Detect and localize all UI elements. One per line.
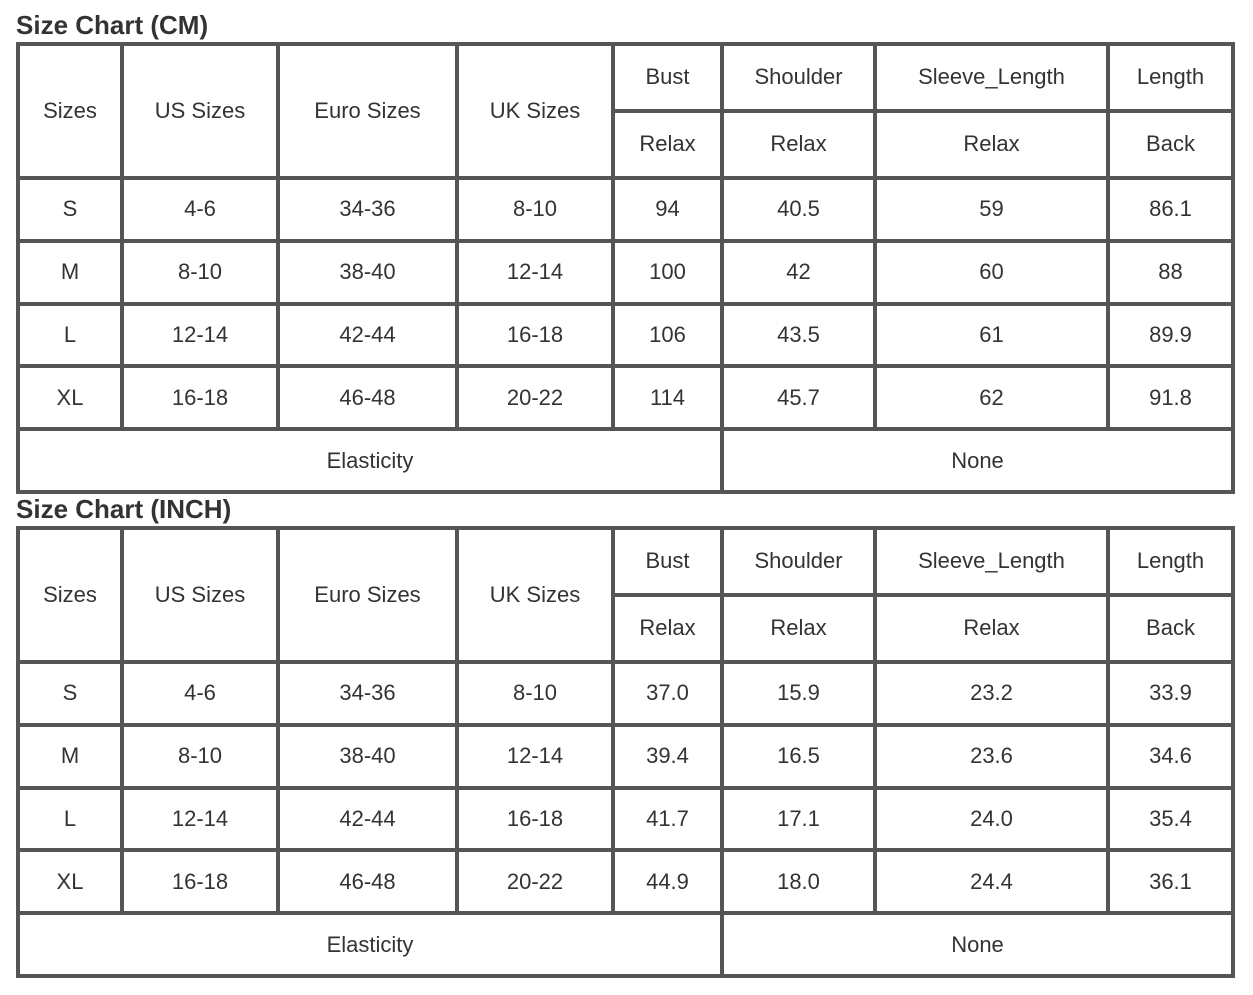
table-cell: 34-36 <box>278 662 457 725</box>
table-cell: 16-18 <box>457 788 613 851</box>
table-cell: XL <box>18 366 122 429</box>
table-row <box>18 178 1233 241</box>
table-cell: 24.4 <box>875 850 1108 913</box>
subheader-shoulder: Relax <box>722 595 875 662</box>
table-cell: L <box>18 304 122 367</box>
table-cell: 41.7 <box>613 788 722 851</box>
table-row <box>18 725 1233 788</box>
table-cell: 100 <box>613 241 722 304</box>
elasticity-label: Elasticity <box>18 913 722 976</box>
subheader-length: Back <box>1108 595 1233 662</box>
header-sleeve-length: Sleeve_Length <box>875 44 1108 111</box>
table-cell: 40.5 <box>722 178 875 241</box>
table-cell: 24.0 <box>875 788 1108 851</box>
table-cell: 46-48 <box>278 366 457 429</box>
table-cell: 4-6 <box>122 662 278 725</box>
subheader-shoulder: Relax <box>722 111 875 178</box>
table-cell: L <box>18 788 122 851</box>
table-cell: 91.8 <box>1108 366 1233 429</box>
table-cell: 34.6 <box>1108 725 1233 788</box>
size-chart-inch-table <box>16 526 1235 978</box>
subheader-sleeve-length: Relax <box>875 111 1108 178</box>
elasticity-value: None <box>722 429 1233 492</box>
table-cell: 42-44 <box>278 304 457 367</box>
table-cell: XL <box>18 850 122 913</box>
table-cell: 17.1 <box>722 788 875 851</box>
elasticity-label: Elasticity <box>18 429 722 492</box>
header-bust: Bust <box>613 44 722 111</box>
table-row <box>18 304 1233 367</box>
table-cell: 60 <box>875 241 1108 304</box>
subheader-bust: Relax <box>613 595 722 662</box>
header-uk-sizes: UK Sizes <box>457 44 613 178</box>
subheader-bust: Relax <box>613 111 722 178</box>
table-cell: 16-18 <box>122 850 278 913</box>
table-cell: 39.4 <box>613 725 722 788</box>
table-cell: 46-48 <box>278 850 457 913</box>
table-cell: 59 <box>875 178 1108 241</box>
table-cell: 12-14 <box>457 725 613 788</box>
table-row <box>18 788 1233 851</box>
table-cell: 37.0 <box>613 662 722 725</box>
table-cell: 8-10 <box>457 662 613 725</box>
table-cell: 12-14 <box>122 304 278 367</box>
table-cell: S <box>18 662 122 725</box>
table-cell: M <box>18 725 122 788</box>
table-cell: 8-10 <box>122 241 278 304</box>
header-length: Length <box>1108 44 1233 111</box>
footer-row <box>18 429 1233 492</box>
table-cell: 18.0 <box>722 850 875 913</box>
table-cell: 38-40 <box>278 725 457 788</box>
table-cell: 45.7 <box>722 366 875 429</box>
table-cell: 44.9 <box>613 850 722 913</box>
table-cell: 16-18 <box>457 304 613 367</box>
header-shoulder: Shoulder <box>722 528 875 595</box>
table-row <box>18 366 1233 429</box>
header-euro-sizes: Euro Sizes <box>278 44 457 178</box>
table-cell: 35.4 <box>1108 788 1233 851</box>
table-cell: 106 <box>613 304 722 367</box>
table-cell: 86.1 <box>1108 178 1233 241</box>
table-cell: 89.9 <box>1108 304 1233 367</box>
footer-row <box>18 913 1233 976</box>
table-cell: 4-6 <box>122 178 278 241</box>
table-row <box>18 850 1233 913</box>
table-cell: 42-44 <box>278 788 457 851</box>
table-cell: 23.2 <box>875 662 1108 725</box>
table-cell: M <box>18 241 122 304</box>
table-cell: 114 <box>613 366 722 429</box>
size-chart-inch-title: Size Chart (INCH) <box>16 494 232 524</box>
table-cell: 43.5 <box>722 304 875 367</box>
header-sizes: Sizes <box>18 528 122 662</box>
table-cell: 12-14 <box>457 241 613 304</box>
subheader-length: Back <box>1108 111 1233 178</box>
header-shoulder: Shoulder <box>722 44 875 111</box>
header-row <box>18 44 1233 111</box>
header-us-sizes: US Sizes <box>122 528 278 662</box>
table-cell: 94 <box>613 178 722 241</box>
size-chart-cm-title: Size Chart (CM) <box>16 10 209 40</box>
header-us-sizes: US Sizes <box>122 44 278 178</box>
table-cell: 8-10 <box>122 725 278 788</box>
table-row <box>18 662 1233 725</box>
header-bust: Bust <box>613 528 722 595</box>
table-cell: 33.9 <box>1108 662 1233 725</box>
table-cell: 34-36 <box>278 178 457 241</box>
table-cell: 12-14 <box>122 788 278 851</box>
elasticity-value: None <box>722 913 1233 976</box>
table-cell: 88 <box>1108 241 1233 304</box>
subheader-sleeve-length: Relax <box>875 595 1108 662</box>
header-euro-sizes: Euro Sizes <box>278 528 457 662</box>
table-cell: 20-22 <box>457 850 613 913</box>
header-sizes: Sizes <box>18 44 122 178</box>
table-cell: 62 <box>875 366 1108 429</box>
table-cell: 36.1 <box>1108 850 1233 913</box>
table-cell: 23.6 <box>875 725 1108 788</box>
table-cell: 20-22 <box>457 366 613 429</box>
table-cell: 15.9 <box>722 662 875 725</box>
header-uk-sizes: UK Sizes <box>457 528 613 662</box>
table-row <box>18 241 1233 304</box>
table-cell: 8-10 <box>457 178 613 241</box>
table-cell: 42 <box>722 241 875 304</box>
header-length: Length <box>1108 528 1233 595</box>
table-cell: S <box>18 178 122 241</box>
table-cell: 16-18 <box>122 366 278 429</box>
size-chart-cm-table <box>16 42 1235 494</box>
table-cell: 38-40 <box>278 241 457 304</box>
header-row <box>18 528 1233 595</box>
table-cell: 61 <box>875 304 1108 367</box>
table-cell: 16.5 <box>722 725 875 788</box>
header-sleeve-length: Sleeve_Length <box>875 528 1108 595</box>
